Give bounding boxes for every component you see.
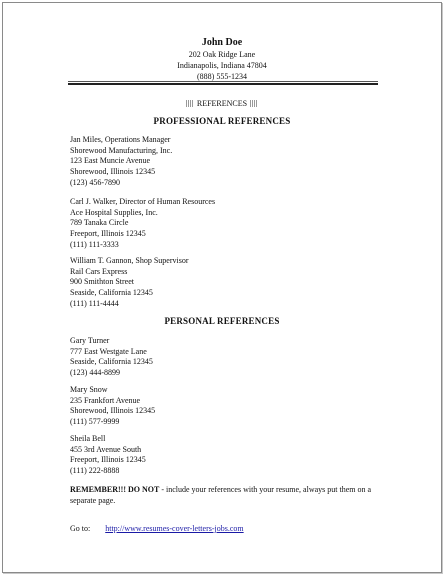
header-divider-thick: [68, 83, 378, 85]
ref-line: Seaside, California 12345: [70, 288, 153, 298]
references-heading: [3, 99, 441, 109]
ref-line: Freeport, Illinois 12345: [70, 229, 146, 239]
ref-line: Mary Snow: [70, 385, 108, 394]
address-line-1: 202 Oak Ridge Lane: [188, 50, 256, 59]
ref-line: Ace Hospital Supplies, Inc.: [70, 207, 158, 217]
ref-line: (123) 456-7890: [70, 177, 120, 187]
ref-line: Shorewood, Illinois 12345: [70, 406, 156, 416]
personal-reference-1: [70, 336, 153, 379]
goto-line: [70, 524, 244, 534]
reminder-note: [70, 484, 390, 506]
ornament-left-icon: [186, 100, 194, 107]
personal-reference-3: [70, 434, 146, 477]
applicant-name: John Doe: [201, 37, 243, 48]
address-line-2: Indianapolis, Indiana 47804: [177, 61, 267, 70]
professional-references-heading: PROFESSIONAL REFERENCES: [153, 116, 291, 126]
ref-line: Freeport, Illinois 12345: [70, 455, 146, 465]
professional-reference-2: [70, 197, 215, 251]
contact-header: [3, 37, 441, 82]
professional-reference-1: [70, 135, 172, 189]
professional-reference-3: [70, 256, 188, 310]
ref-line: Sheila Bell: [70, 434, 106, 443]
website-link[interactable]: http://www.resumes-cover-letters-jobs.com: [105, 524, 244, 533]
ref-line: William T. Gannon, Shop Supervisor: [70, 256, 189, 265]
ref-line: (111) 222-8888: [70, 466, 120, 476]
reminder-bold: REMEMBER!!! DO NOT: [70, 485, 160, 494]
ref-line: Jan Miles, Operations Manager: [70, 135, 171, 144]
ref-line: 900 Smithton Street: [70, 277, 134, 287]
ref-line: Carl J. Walker, Director of Human Resources: [70, 197, 216, 206]
header-divider-thin: [68, 81, 378, 82]
ref-line: 123 East Muncie Avenue: [70, 156, 151, 166]
ref-line: Shorewood, Illinois 12345: [70, 167, 156, 177]
ornament-right-icon: [250, 100, 258, 107]
ref-line: (111) 111-4444: [70, 298, 119, 308]
reminder-text: - include your references with your resume, always put them on a separate page.: [70, 485, 372, 505]
ref-line: (123) 444-8899: [70, 368, 120, 378]
personal-reference-2: [70, 385, 155, 428]
resume-page: [2, 2, 442, 573]
ref-line: 789 Tanaka Circle: [70, 218, 129, 228]
ref-line: 777 East Westgate Lane: [70, 346, 147, 356]
ref-line: (111) 111-3333: [70, 239, 119, 249]
personal-references-heading: PERSONAL REFERENCES: [164, 316, 280, 326]
ref-line: 235 Frankfort Avenue: [70, 395, 141, 405]
phone-number: (888) 555-1234: [197, 72, 247, 81]
references-heading-text: REFERENCES: [196, 99, 248, 108]
ref-line: Shorewood Manufacturing, Inc.: [70, 145, 173, 155]
ref-line: 455 3rd Avenue South: [70, 444, 142, 454]
goto-label: Go to:: [70, 524, 91, 533]
ref-line: Gary Turner: [70, 336, 110, 345]
ref-line: Rail Cars Express: [70, 266, 128, 276]
ref-line: (111) 577-9999: [70, 417, 120, 427]
ref-line: Seaside, California 12345: [70, 357, 153, 367]
